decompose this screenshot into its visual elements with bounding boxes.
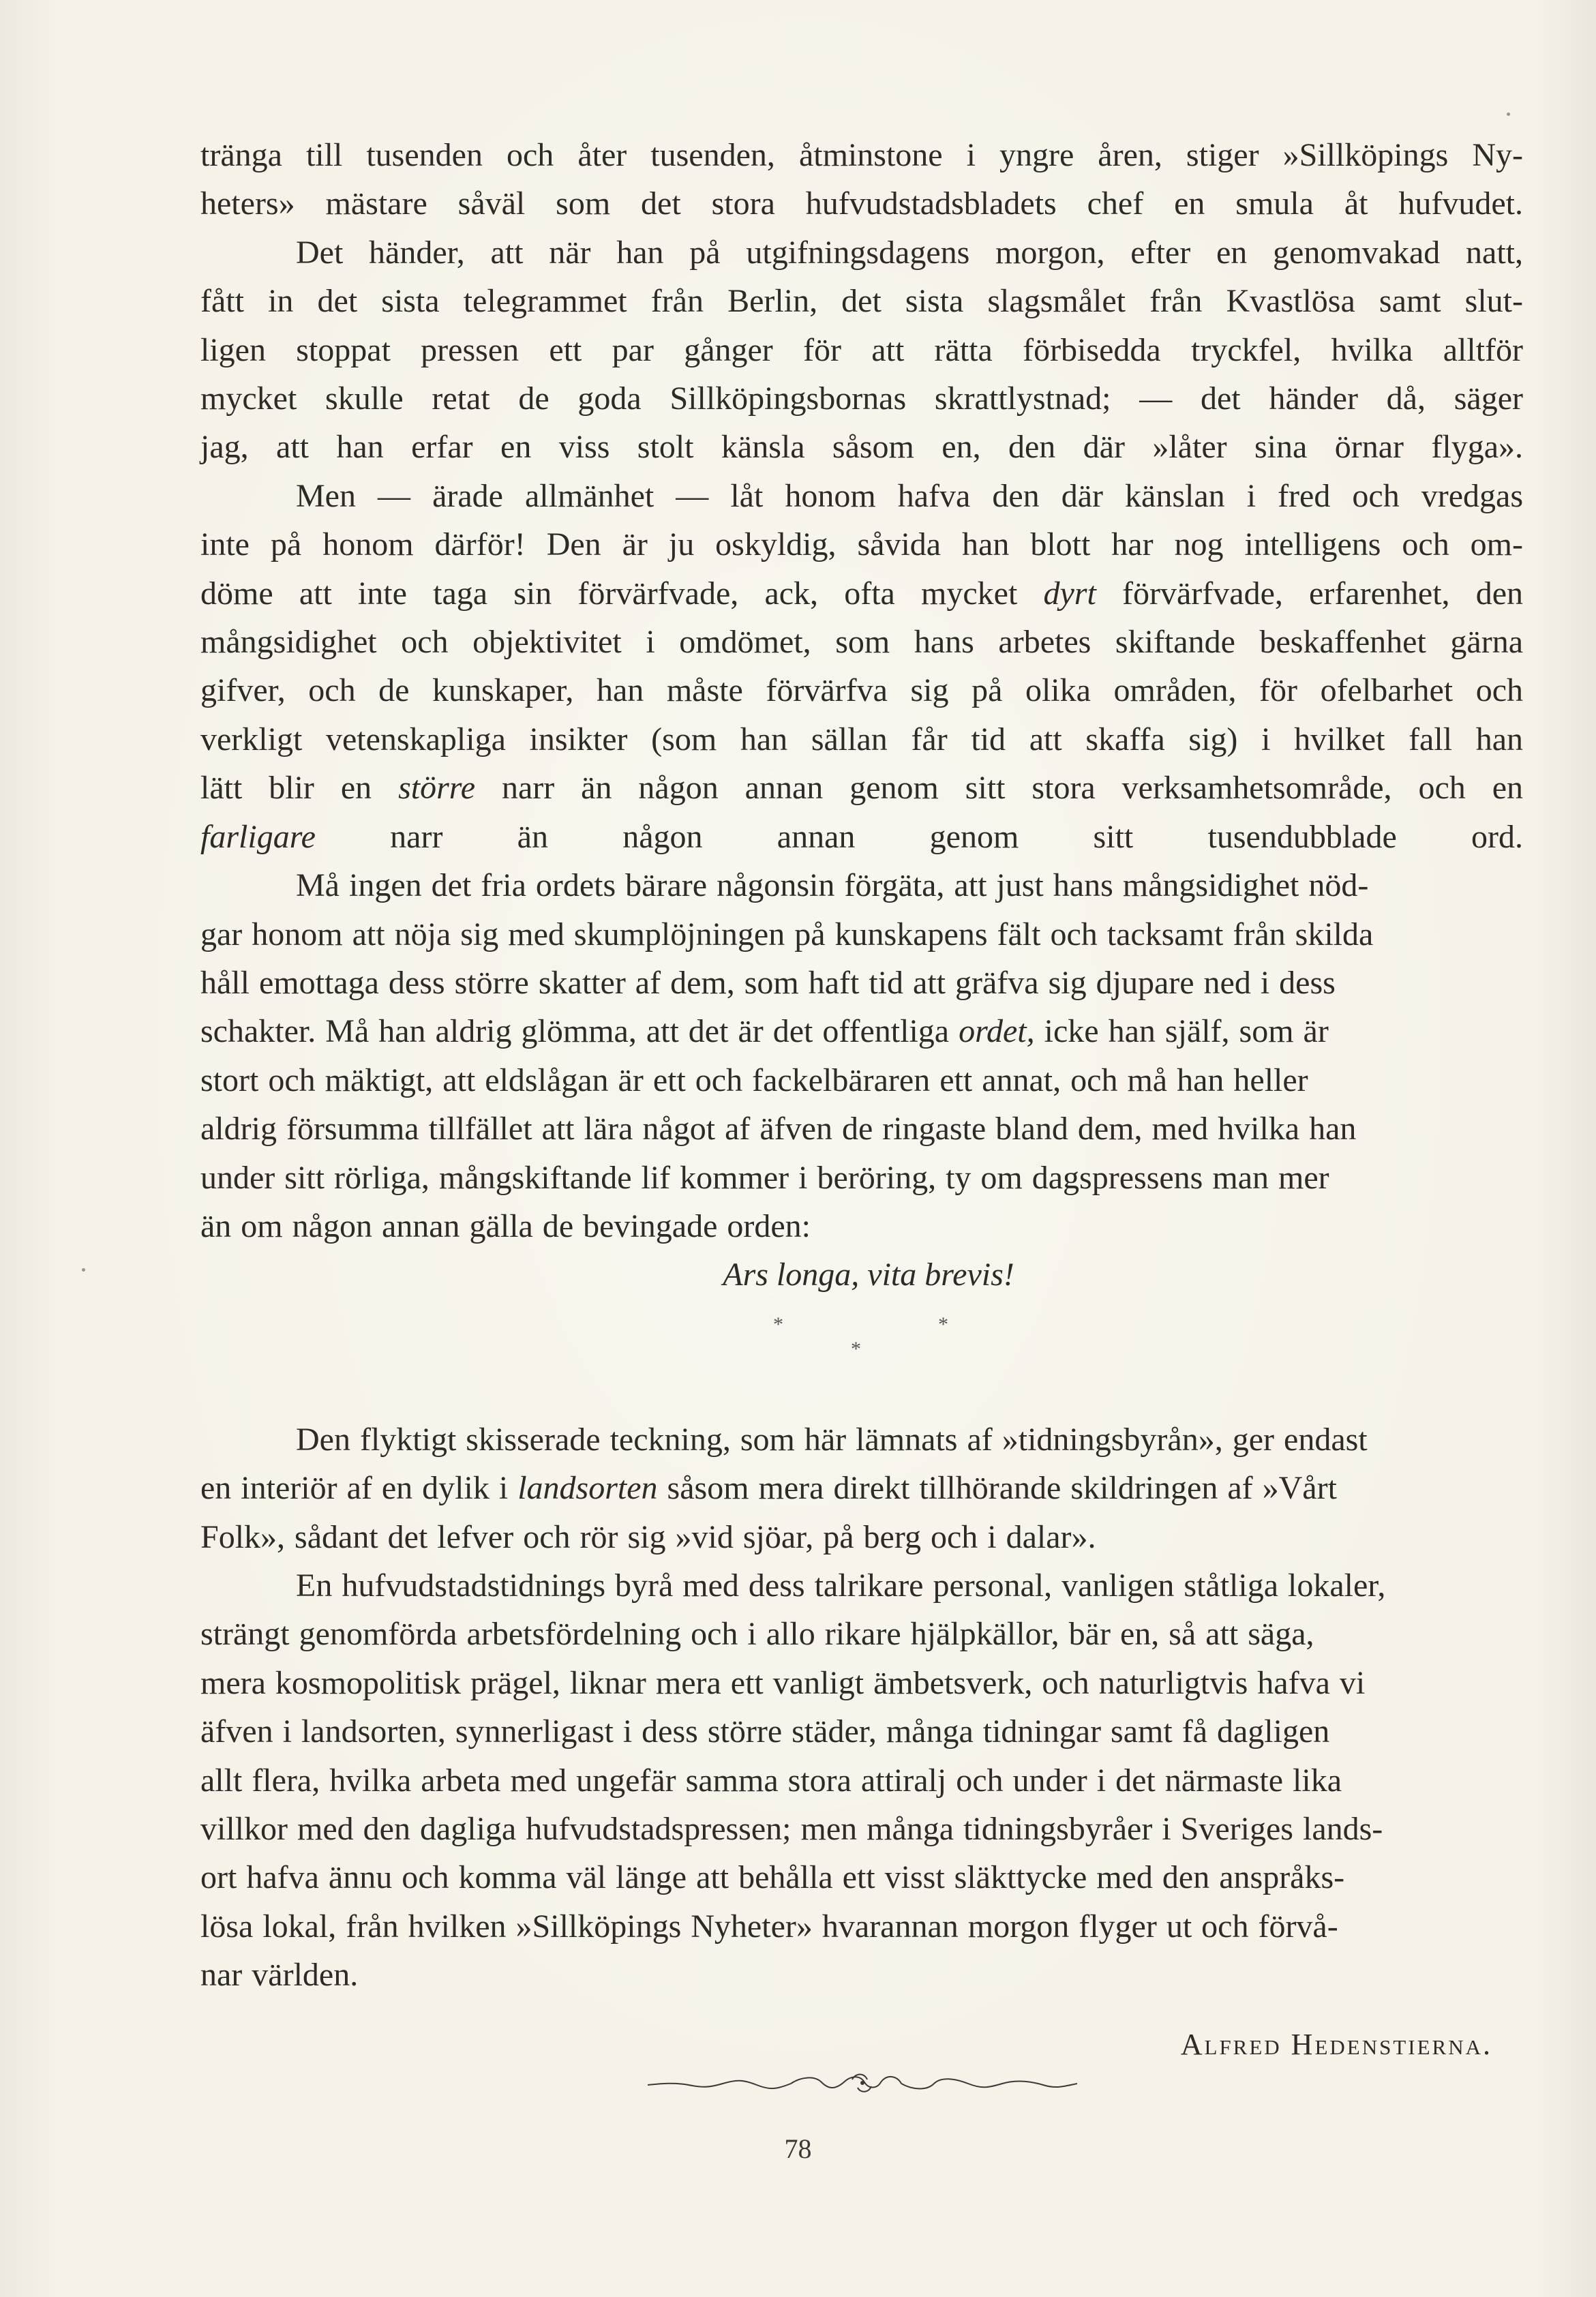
italic-word: större [398, 770, 476, 807]
asterisk-icon: * [773, 1312, 783, 1336]
text-line: ort hafva ännu och komma väl länge att behålla ett visst släkttycke med den anspråks- [200, 1859, 1345, 1896]
latin-motto: Ars longa, vita brevis! [723, 1257, 1014, 1293]
paragraph-1 [200, 131, 1523, 228]
text-line: strängt genomförda arbetsfördelning och i allo rikare hjälpkällor, bär en, så att säga, [200, 1616, 1314, 1653]
text-line: Det händer, att när han på utgifningsdagens morgon, efter en genomvakad natt, [296, 234, 1523, 271]
text-line: Folk», sådant det lefver och rör sig »vid sjöar, på berg och i dalar». [200, 1518, 1096, 1555]
text-line: heters» mästare såväl som det stora hufvudstadsbladets chef en smula åt hufvudet. [200, 185, 1523, 222]
text-line: gar honom att nöja sig med skumplöjningen på kunskapens fält och tacksamt från skilda [200, 916, 1374, 952]
text-line: allt flera, hvilka arbeta med ungefär samma stora attiralj och under i det närmaste lika [200, 1762, 1342, 1799]
body-text [200, 131, 1523, 2069]
text-line: En hufvudstadstidnings byrå med dess talrikare personal, vanligen ståtliga lokaler, [296, 1567, 1386, 1604]
text-line: tränga till tusenden och åter tusenden, åtminstone i yngre åren, stiger »Sillköpings Ny- [200, 137, 1523, 173]
paragraph-4 [200, 861, 1523, 1250]
italic-word: farligare [200, 818, 316, 855]
text-line: inte på honom därför! Den är ju oskyldig, såvida han blott har nog intelligens och om- [200, 526, 1523, 563]
text-line: icke han själf, som är [1044, 1013, 1329, 1050]
paper-speck [82, 1268, 85, 1272]
text-line: såsom mera direkt tillhörande skildringen af »Vårt [667, 1470, 1337, 1507]
italic-word: ordet, [959, 1013, 1035, 1050]
text-line: döme att inte taga sin förvärfvade, ack, ofta mycket [200, 575, 1018, 612]
paragraph-5 [200, 1415, 1523, 1561]
text-line: förvärfvade, erfarenhet, den [1122, 575, 1524, 612]
text-line: håll emottaga dess större skatter af dem, som haft tid att gräfva sig djupare ned i dess [200, 964, 1336, 1001]
text-line: ligen stoppat pressen ett par gånger för att rätta förbisedda tryckfel, hvilka alltför [200, 331, 1523, 368]
text-line: villkor med den dagliga hufvudstadspressen; men många tidningsbyråer i Sveriges lands- [200, 1811, 1383, 1847]
text-line: mångsidighet och objektivitet i omdömet, som hans arbetes skiftande beskaffenhet gärna [200, 624, 1523, 661]
text-line: aldrig försumma tillfället att lära något af äfven de ringaste bland dem, med hvilka han [200, 1111, 1357, 1147]
text-line: än om någon annan gälla de bevingade orden: [200, 1207, 811, 1244]
asterisk-icon: * [851, 1337, 861, 1360]
text-line: narr än någon annan genom sitt stora verksamhetsområde, och en [501, 770, 1524, 807]
page-number: 78 [784, 2133, 812, 2164]
text-line: stort och mäktigt, att eldslågan är ett och fackelbäraren ett annat, och må han heller [200, 1062, 1308, 1098]
text-line: Men — ärade allmänhet — låt honom hafva den där känslan i fred och vredgas [296, 477, 1523, 514]
text-line: mera kosmopolitisk prägel, liknar mera ett vanligt ämbetsverk, och naturligtvis hafva vi [200, 1664, 1366, 1701]
italic-word: landsorten [517, 1470, 658, 1507]
text-line: jag, att han erfar en viss stolt känsla såsom en, den där »låter sina örnar flyga». [200, 429, 1523, 466]
asterisk-icon: * [938, 1312, 948, 1336]
italic-word: dyrt [1043, 575, 1096, 612]
text-line: lösa lokal, från hvilken »Sillköpings Nyheter» hvarannan morgon flyger ut och förvå- [200, 1908, 1338, 1945]
text-line: schakter. Må han aldrig glömma, att det är det offentliga [200, 1013, 950, 1050]
asterism-divider [200, 1300, 1523, 1402]
text-line: en interiör af en dylik i [200, 1470, 509, 1507]
paragraph-3 [200, 472, 1523, 861]
text-line: Må ingen det fria ordets bärare någonsin förgäta, att just hans mångsidighet nöd- [296, 867, 1369, 904]
text-line: narr än någon annan genom sitt tusendubblade ord. [390, 818, 1524, 855]
text-line: mycket skulle retat de goda Sillköpingsbornas skrattlystnad; — det händer då, säger [200, 380, 1523, 417]
paragraph-6 [200, 1561, 1523, 2000]
text-line: äfven i landsorten, synnerligast i dess större städer, många tidningar samt få dagligen [200, 1713, 1330, 1750]
paragraph-2 [200, 228, 1523, 472]
decorative-flourish-icon [648, 2070, 1077, 2097]
text-line: nar världen. [200, 1957, 359, 1994]
paper-speck [1507, 112, 1510, 116]
text-line: fått in det sista telegrammet från Berlin, det sista slagsmålet från Kvastlösa samt slut- [200, 283, 1523, 320]
author-signature: Alfred Hedenstierna. [1180, 2027, 1492, 2061]
text-line: lätt blir en [200, 770, 372, 807]
text-line: under sitt rörliga, mångskiftande lif kommer i beröring, ty om dagspressens man mer [200, 1159, 1329, 1196]
text-line: Den flyktigt skisserade teckning, som här lämnats af »tidningsbyrån», ger endast [296, 1421, 1368, 1458]
text-line: verkligt vetenskapliga insikter (som han sällan får tid att skaffa sig) i hvilket fall han [200, 721, 1523, 757]
text-line: gifver, och de kunskaper, han måste förvärfva sig på olika områden, för ofelbarhet och [200, 672, 1523, 709]
